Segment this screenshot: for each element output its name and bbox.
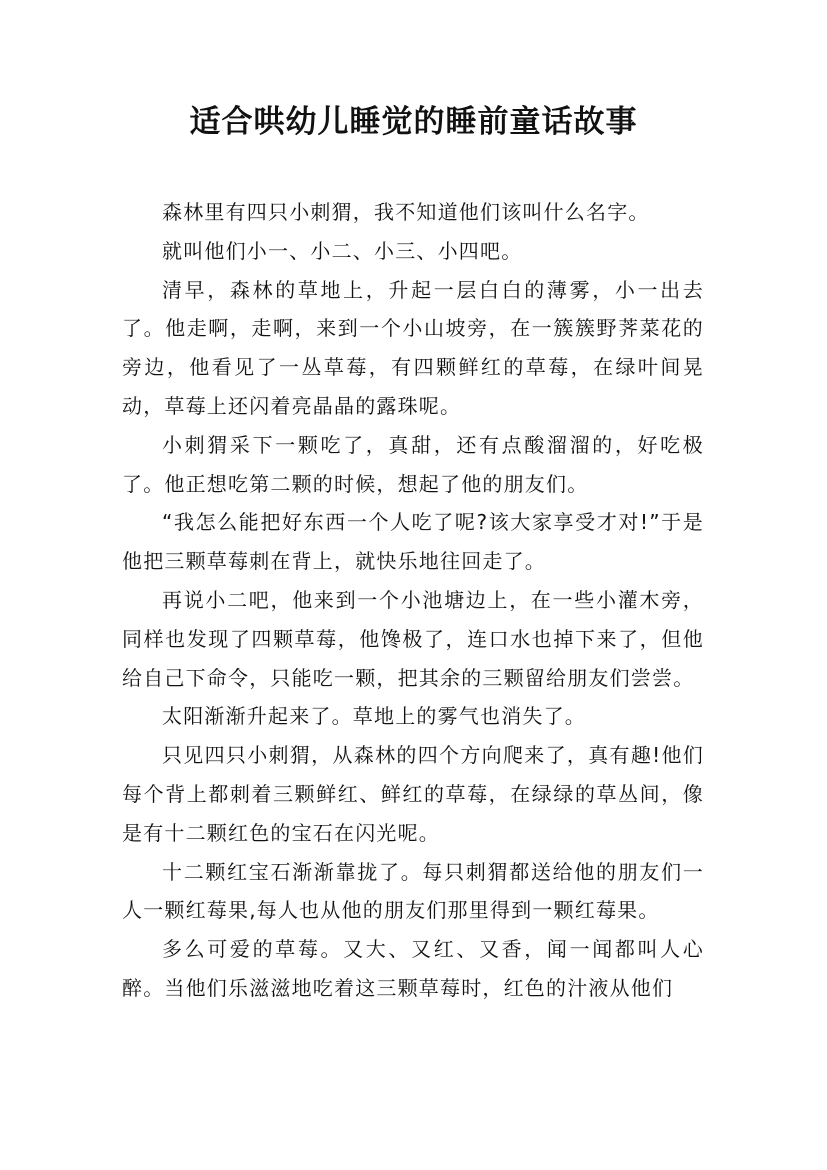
paragraph: 再说小二吧，他来到一个小池塘边上，在一些小灌木旁，同样也发现了四颗草莓，他馋极了，连口水也掉下来了，但他给自己下命令，只能吃一颗，把其余的三颗留给朋友们尝尝。	[122, 587, 704, 690]
paragraph: 太阳渐渐升起来了。草地上的雾气也消失了。	[162, 704, 586, 729]
paragraph: 清早，森林的草地上，升起一层白白的薄雾，小一出去了。他走啊，走啊，来到一个小山坡旁，在一簇簇野荠菜花的旁边，他看见了一丛草莓，有四颗鲜红的草莓，在绿叶间晃动，草莓上还闪着亮晶晶的露珠呢。	[122, 277, 704, 418]
paragraph: 小刺猬采下一颗吃了，真甜，还有点酸溜溜的，好吃极了。他正想吃第二颗的时候，想起了他的朋友们。	[122, 432, 704, 496]
paragraph: 只见四只小刺猬，从森林的四个方向爬来了，真有趣!他们每个背上都刺着三颗鲜红、鲜红的草莓，在绿绿的草丛间，像是有十二颗红色的宝石在闪光呢。	[122, 743, 704, 845]
document-body	[122, 193, 704, 1008]
paragraph: 十二颗红宝石渐渐靠拢了。每只刺猬都送给他的朋友们一人一颗红莓果,每人也从他的朋友们那里得到一颗红莓果。	[122, 859, 704, 923]
document-title: 适合哄幼儿睡觉的睡前童话故事	[189, 104, 638, 140]
paragraph: “我怎么能把好东西一个人吃了呢?该大家享受才对!”于是他把三颗草莓刺在背上，就快乐地往回走了。	[122, 510, 704, 574]
paragraph: 就叫他们小一、小二、小三、小四吧。	[162, 238, 523, 263]
paragraph: 森林里有四只小刺猬，我不知道他们该叫什么名字。	[162, 200, 650, 224]
paragraph: 多么可爱的草莓。又大、又红、又香，闻一闻都叫人心醉。当他们乐滋滋地吃着这三颗草莓时，红色的汁液从他们	[122, 937, 704, 1000]
